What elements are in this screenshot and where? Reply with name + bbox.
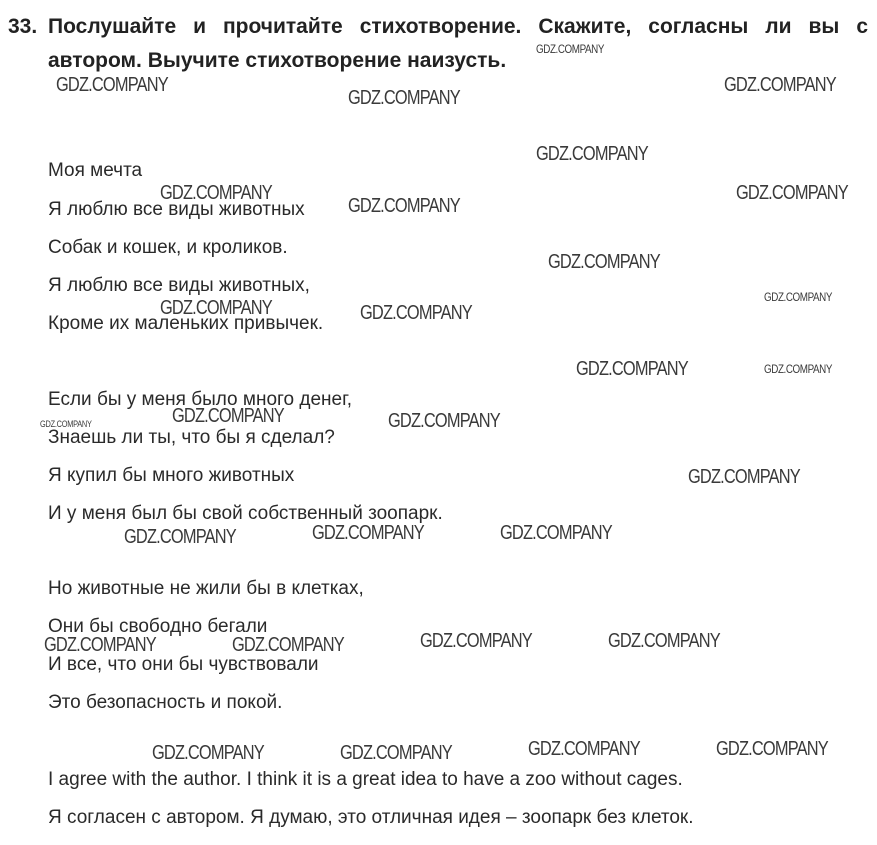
watermark: GDZ.COMPANY [152, 742, 264, 764]
watermark: GDZ.COMPANY [420, 630, 532, 652]
poem-line: Кроме их маленьких привычек. [48, 313, 324, 334]
watermark: GDZ.COMPANY [528, 738, 640, 760]
watermark: GDZ.COMPANY [536, 42, 605, 56]
watermark: GDZ.COMPANY [360, 302, 472, 324]
watermark: GDZ.COMPANY [724, 74, 836, 96]
watermark: GDZ.COMPANY [124, 526, 236, 548]
poem-line: Я люблю все виды животных, [48, 275, 310, 296]
task-instruction-line-2: автором. Выучите стихотворение наизусть. [48, 49, 507, 72]
watermark: GDZ.COMPANY [160, 297, 272, 319]
poem-line: Собак и кошек, и кроликов. [48, 237, 288, 258]
watermark: GDZ.COMPANY [536, 143, 648, 165]
watermark: GDZ.COMPANY [348, 87, 460, 109]
poem-line: Это безопасность и покой. [48, 692, 283, 713]
poem-line: Я люблю все виды животных [48, 199, 305, 220]
poem-line: Знаешь ли ты, что бы я сделал? [48, 427, 335, 448]
watermark: GDZ.COMPANY [160, 182, 272, 204]
watermark: GDZ.COMPANY [56, 74, 168, 96]
watermark: GDZ.COMPANY [736, 182, 848, 204]
watermark: GDZ.COMPANY [764, 290, 833, 304]
watermark: GDZ.COMPANY [40, 419, 92, 429]
watermark: GDZ.COMPANY [764, 362, 833, 376]
poem-line: И у меня был бы свой собственный зоопарк. [48, 503, 443, 524]
poem-line: И все, что они бы чувствовали [48, 654, 319, 675]
watermark: GDZ.COMPANY [388, 410, 500, 432]
watermark: GDZ.COMPANY [172, 405, 284, 427]
poem-line: Но животные не жили бы в клетках, [48, 578, 364, 599]
watermark: GDZ.COMPANY [348, 195, 460, 217]
poem-line: Я купил бы много животных [48, 465, 295, 486]
watermark: GDZ.COMPANY [500, 522, 612, 544]
watermark: GDZ.COMPANY [340, 742, 452, 764]
answer-russian: Я согласен с автором. Я думаю, это отличная идея – зоопарк без клеток. [48, 807, 694, 828]
watermark: GDZ.COMPANY [688, 466, 800, 488]
watermark: GDZ.COMPANY [576, 358, 688, 380]
watermark: GDZ.COMPANY [312, 522, 424, 544]
watermark: GDZ.COMPANY [44, 634, 156, 656]
poem-line: Если бы у меня было много денег, [48, 389, 352, 410]
poem-title: Моя мечта [48, 160, 143, 181]
answer-english: I agree with the author. I think it is a great idea to have a zoo without cages. [48, 769, 683, 790]
watermark: GDZ.COMPANY [548, 251, 660, 273]
task-number: 33. [8, 15, 38, 38]
watermark: GDZ.COMPANY [608, 630, 720, 652]
watermark: GDZ.COMPANY [716, 738, 828, 760]
task-instruction-line-1: Послушайте и прочитайте стихотворение. Скажите, согласны ли вы с [48, 15, 868, 38]
poem-line: Они бы свободно бегали [48, 616, 268, 637]
watermark: GDZ.COMPANY [232, 634, 344, 656]
